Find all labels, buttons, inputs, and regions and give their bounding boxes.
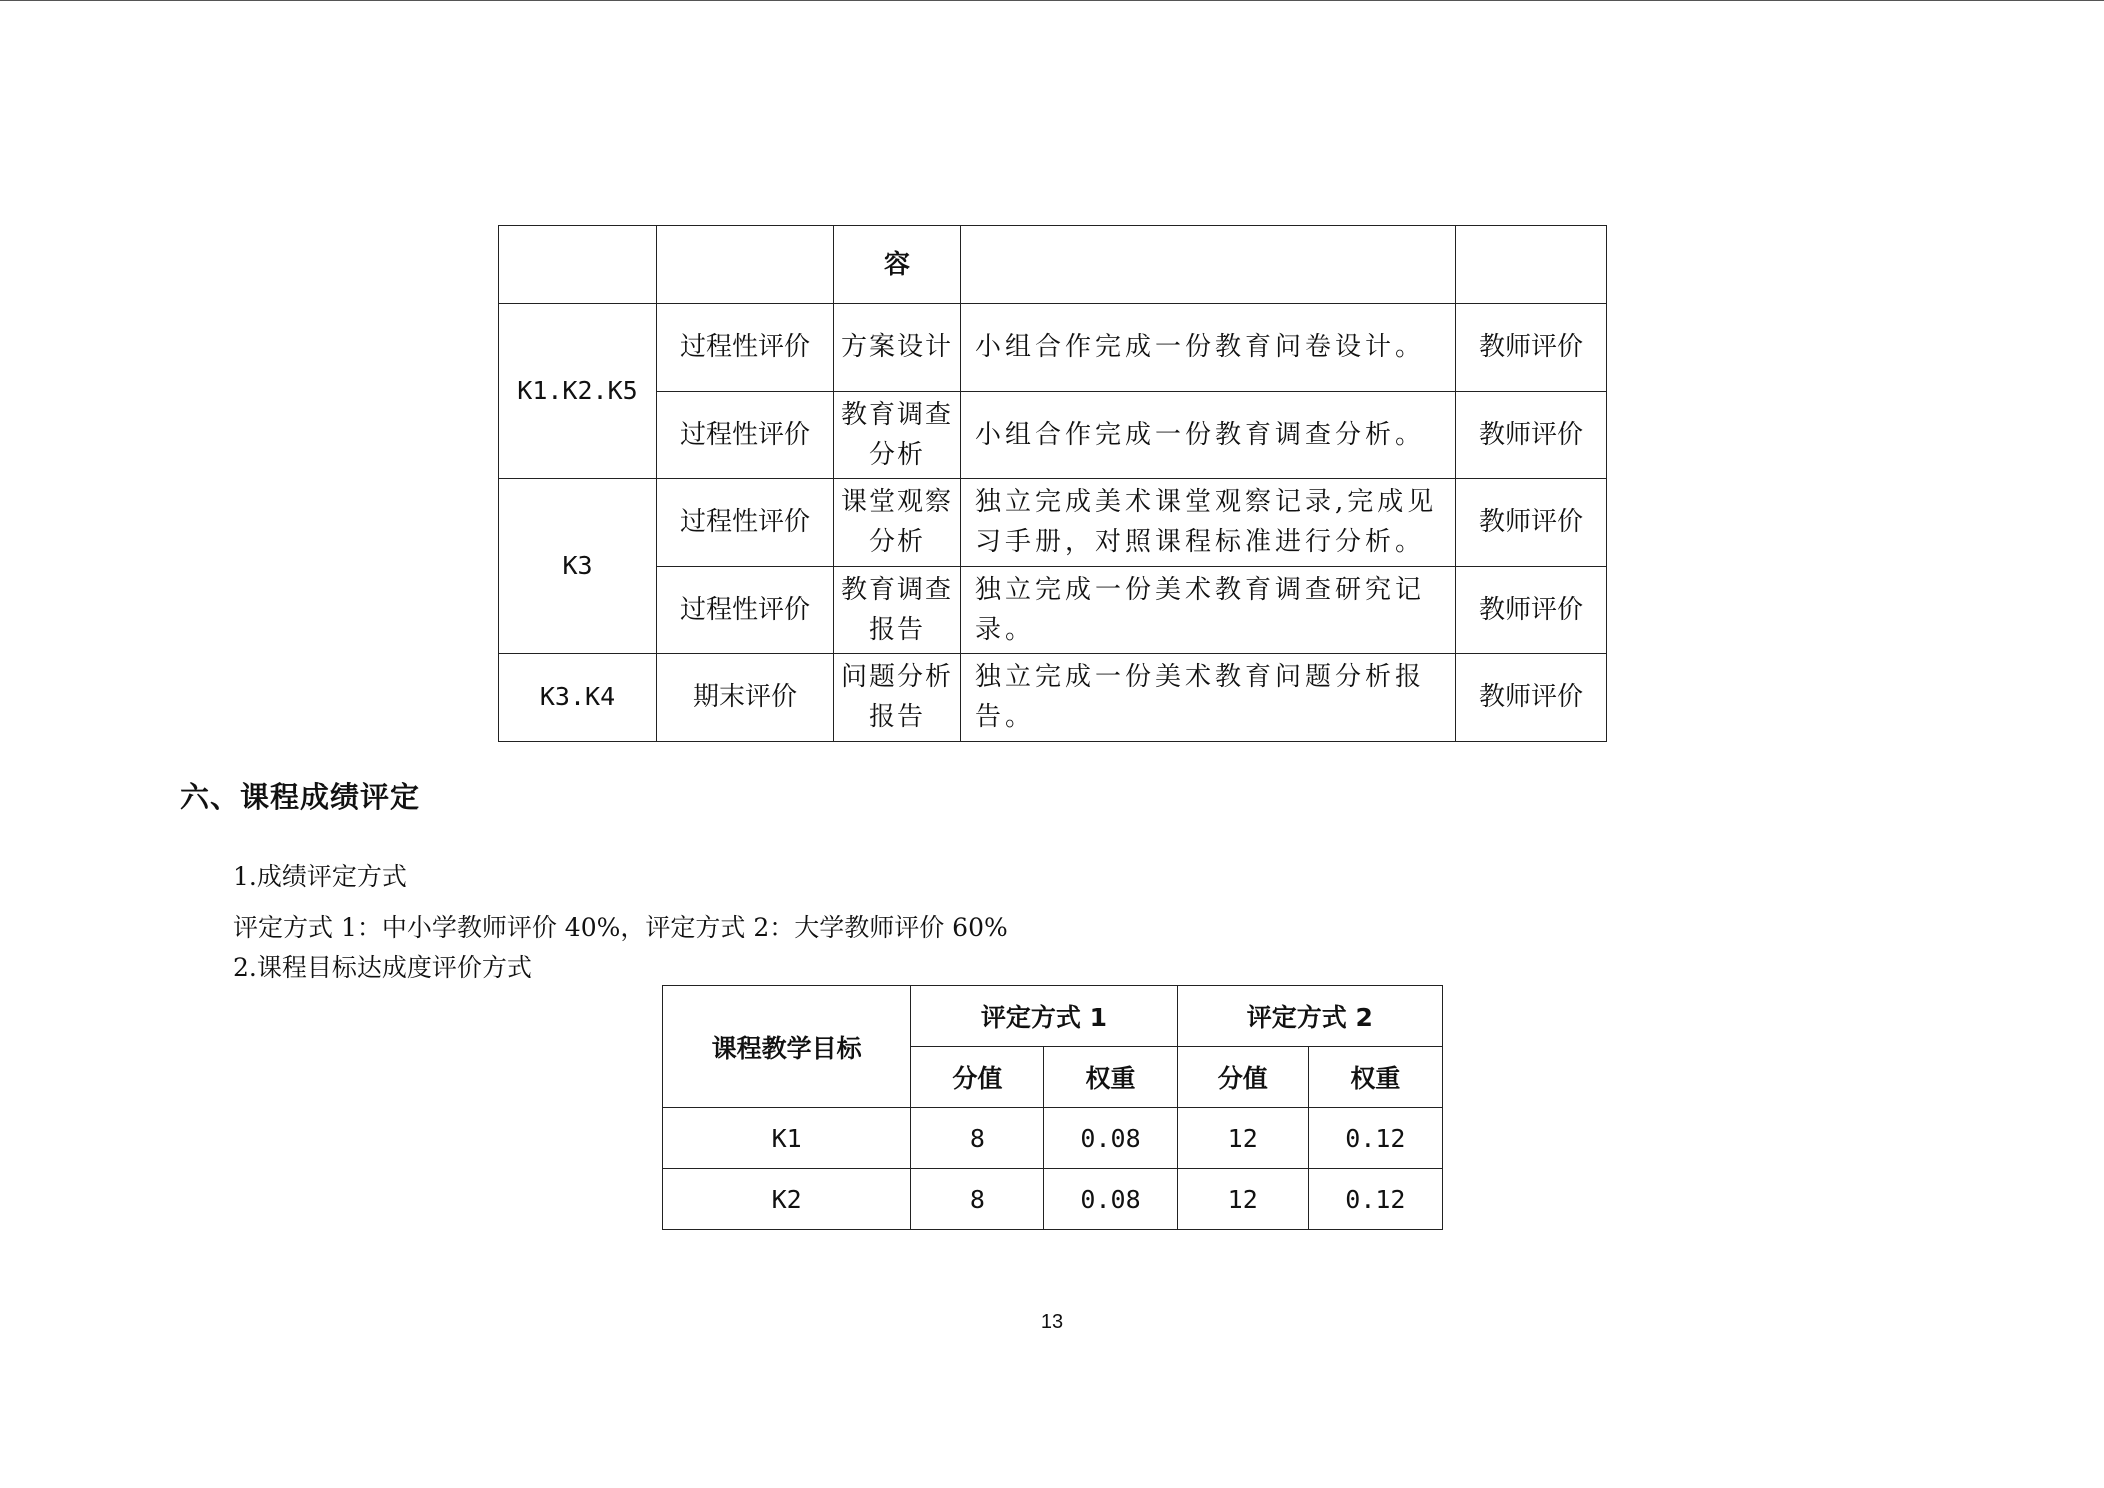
score-cell: 8: [911, 1108, 1044, 1169]
weight-cell: 0.12: [1308, 1169, 1442, 1230]
header-cell: 容: [834, 226, 961, 304]
content-cell: 独立完成一份美术教育问题分析报告。: [961, 654, 1456, 742]
goal-achievement-table-body: [663, 986, 1443, 1230]
score-header: 分值: [1177, 1047, 1308, 1108]
content-cell: 小组合作完成一份教育问卷设计。: [961, 304, 1456, 392]
weight-header: 权重: [1308, 1047, 1442, 1108]
header-cell: [657, 226, 834, 304]
method-cell: 教育调查分析: [834, 391, 961, 479]
table-row: [499, 566, 1607, 654]
table-header-row: [499, 226, 1607, 304]
method1-header: 评定方式 1: [911, 986, 1177, 1047]
content-cell: 独立完成美术课堂观察记录,完成见习手册，对照课程标准进行分析。: [961, 479, 1456, 567]
method2-header: 评定方式 2: [1177, 986, 1442, 1047]
assessment-table: [498, 225, 1607, 742]
achievement-method-item: 2.课程目标达成度评价方式: [233, 953, 532, 982]
target-cell: K1: [663, 1108, 911, 1169]
table-row: [663, 1108, 1443, 1169]
type-cell: 过程性评价: [657, 391, 834, 479]
method-cell: 问题分析报告: [834, 654, 961, 742]
table-row: [663, 1169, 1443, 1230]
col-target-header: 课程教学目标: [663, 986, 911, 1108]
grading-method-item: 1.成绩评定方式: [233, 862, 407, 891]
evaluator-cell: 教师评价: [1456, 304, 1607, 392]
assessment-table-body: [499, 226, 1607, 742]
evaluator-cell: 教师评价: [1456, 566, 1607, 654]
content-cell: 独立完成一份美术教育调查研究记录。: [961, 566, 1456, 654]
table-header-row: [663, 986, 1443, 1047]
evaluator-cell: 教师评价: [1456, 479, 1607, 567]
score-cell: 12: [1177, 1169, 1308, 1230]
weight-cell: 0.08: [1044, 1108, 1177, 1169]
score-cell: 8: [911, 1169, 1044, 1230]
header-cell: [1456, 226, 1607, 304]
top-border-line: [0, 0, 2104, 1]
header-cell: [499, 226, 657, 304]
target-cell: K3.K4: [499, 654, 657, 742]
method-cell: 教育调查报告: [834, 566, 961, 654]
weight-cell: 0.08: [1044, 1169, 1177, 1230]
evaluator-cell: 教师评价: [1456, 391, 1607, 479]
target-cell: K2: [663, 1169, 911, 1230]
header-cell: [961, 226, 1456, 304]
table-row: [499, 304, 1607, 392]
goal-achievement-table: [662, 985, 1443, 1230]
table-row: [499, 391, 1607, 479]
evaluator-cell: 教师评价: [1456, 654, 1607, 742]
weight-cell: 0.12: [1308, 1108, 1442, 1169]
score-cell: 12: [1177, 1108, 1308, 1169]
table-row: [499, 479, 1607, 567]
grading-method-line: 评定方式 1：中小学教师评价 40%，评定方式 2：大学教师评价 60%: [233, 913, 1008, 942]
type-cell: 期末评价: [657, 654, 834, 742]
type-cell: 过程性评价: [657, 479, 834, 567]
score-header: 分值: [911, 1047, 1044, 1108]
method-cell: 方案设计: [834, 304, 961, 392]
method-cell: 课堂观察分析: [834, 479, 961, 567]
type-cell: 过程性评价: [657, 304, 834, 392]
table-row: [499, 654, 1607, 742]
weight-header: 权重: [1044, 1047, 1177, 1108]
target-cell: K3: [499, 479, 657, 654]
section-heading: 六、课程成绩评定: [180, 780, 421, 814]
content-cell: 小组合作完成一份教育调查分析。: [961, 391, 1456, 479]
page-number: 13: [1040, 1311, 1064, 1333]
target-cell: K1.K2.K5: [499, 304, 657, 479]
type-cell: 过程性评价: [657, 566, 834, 654]
